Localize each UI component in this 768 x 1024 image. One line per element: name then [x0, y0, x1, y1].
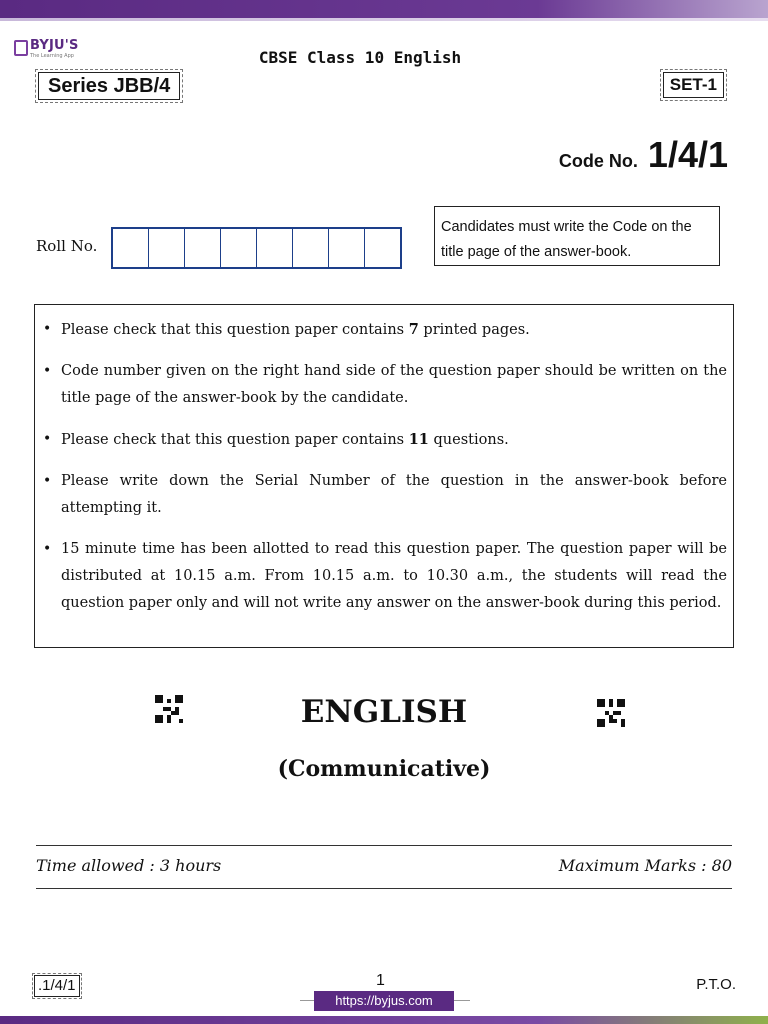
roll-number-cell[interactable] [221, 229, 257, 267]
bullet-icon: • [43, 541, 52, 557]
instruction-text: Please check that this question paper contains [61, 432, 409, 448]
instruction-text: Please check that this question paper contains [61, 322, 409, 338]
instructions-list [41, 316, 727, 617]
page-title: CBSE Class 10 English [258, 48, 462, 67]
maximum-marks: Maximum Marks : 80 [558, 856, 732, 875]
instruction-text: Code number given on the right hand side of the question paper should be written on the title page of the answer-book by the candidate. [61, 363, 727, 406]
instruction-text: 15 minute time has been allotted to read this question paper. The question paper will be distributed at 10.15 a.m. From 10.15 a.m. to 10.30 a.m., the students will read the question paper only and will not write any answer on the answer-book during this period. [61, 541, 727, 611]
code-label: Code No. [558, 151, 638, 171]
instruction-item [41, 358, 727, 412]
subject-title: ENGLISH [300, 694, 468, 730]
top-brand-bar [0, 0, 768, 18]
instruction-item [41, 536, 727, 617]
footer-url-link[interactable]: https://byjus.com [314, 991, 454, 1011]
roll-number-cell[interactable] [113, 229, 149, 267]
roll-number-cell[interactable] [257, 229, 293, 267]
instruction-emphasis: 7 [408, 321, 419, 338]
code-value: 1/4/1 [647, 134, 728, 175]
pto-label: P.T.O. [696, 976, 736, 993]
code-number [559, 134, 728, 176]
roll-number-cell[interactable] [185, 229, 221, 267]
bullet-icon: • [43, 431, 52, 447]
logo-tagline: The Learning App [30, 53, 74, 59]
divider [36, 888, 732, 889]
candidate-note: Candidates must write the Code on the title page of the answer-book. [434, 206, 720, 266]
page-number: 1 [376, 972, 385, 989]
instruction-text: Please write down the Serial Number of the question in the answer-book before attempting it. [61, 473, 727, 516]
series-label: Series JBB/4 [38, 72, 180, 100]
instruction-emphasis: 11 [408, 431, 429, 448]
instruction-item [41, 468, 727, 522]
logo-text: BYJU'S [30, 38, 79, 53]
instruction-text: questions. [428, 432, 509, 448]
top-brand-bar-accent [0, 18, 768, 21]
bullet-icon: • [43, 363, 52, 379]
time-allowed: Time allowed : 3 hours [36, 856, 222, 875]
roll-number-cell[interactable] [293, 229, 329, 267]
instruction-item [41, 426, 727, 454]
subject-subtitle: (Communicative) [277, 756, 491, 782]
instructions-box [34, 304, 734, 648]
instruction-text: printed pages. [418, 322, 530, 338]
bullet-icon: • [43, 473, 52, 489]
footer-code: .1/4/1 [34, 975, 80, 997]
bottom-brand-bar [0, 1016, 768, 1024]
roll-number-label: Roll No. [36, 237, 98, 255]
instruction-item [41, 316, 727, 344]
roll-number-cell[interactable] [365, 229, 400, 267]
divider [36, 845, 732, 846]
roll-number-grid[interactable] [111, 227, 402, 269]
roll-number-cell[interactable] [329, 229, 365, 267]
bullet-icon: • [43, 321, 52, 337]
roll-number-cell[interactable] [149, 229, 185, 267]
set-label: SET-1 [663, 72, 724, 98]
